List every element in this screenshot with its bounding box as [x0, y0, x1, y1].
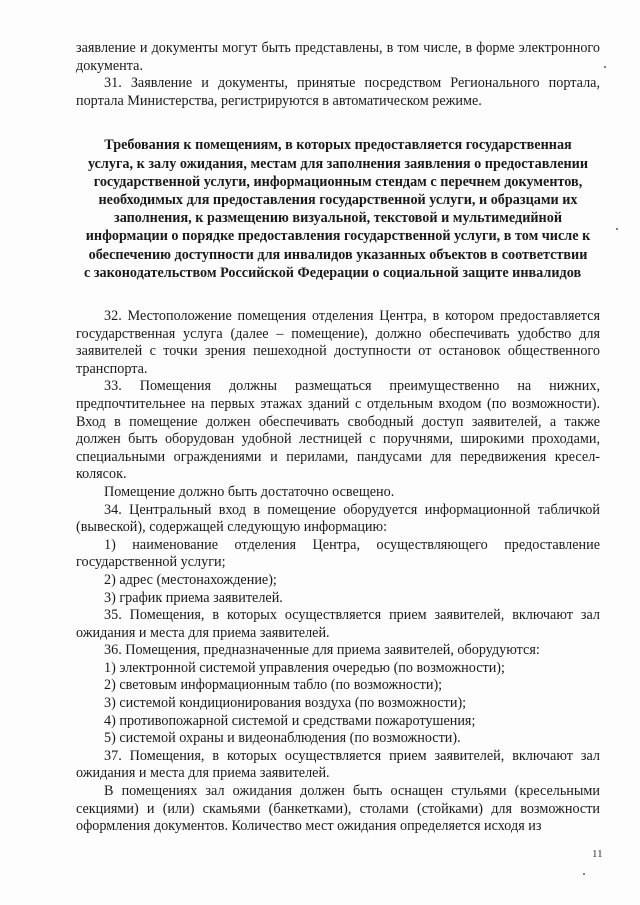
paragraph-37-waiting: В помещениях зал ожидания должен быть оснащен стульями (кресельными секциями) и (или) скамьями (банкетками), столами (стойками) для возможности оформления документов. Количество мест ожидания определяется исходя из	[76, 783, 600, 835]
paragraph-35: 35. Помещения, в которых осуществляется прием заявителей, включают зал ожидания и места для приема заявителей.	[76, 607, 600, 641]
paragraph-34: 34. Центральный вход в помещение оборудуется информационной табличкой (вывеской), содержащей следующую информацию:	[76, 501, 600, 536]
paragraph-33: 33. Помещения должны размещаться преимущественно на нижних, предпочтительнее на первых этажах зданий с отдельным входом (по возможности). Вход в помещение должен обеспечивать свободный доступ заявителей, а также должен быть оборудован удобной лестницей с поручнями, широкими проходами, специальными ограждениями и перилами, пандусами для передвижения кресел-колясок.	[76, 378, 600, 483]
paragraph-37: 37. Помещения, в которых осуществляется прием заявителей, включают зал ожидания и места для приема заявителей.	[76, 747, 600, 782]
paragraph-31: 31. Заявление и документы, принятые посредством Регионального портала, портала Министерства, регистрируются в автоматическом режиме.	[76, 75, 600, 109]
list-item-36-2: 2) световым информационным табло (по возможности);	[104, 677, 443, 694]
paragraph-32: 32. Местоположение помещения отделения Центра, в котором предоставляется государственная услуга (далее – помещение), должно обеспечивать удобство для заявителей с точки зрения пешеходной доступности от остановок общественного транспорта.	[76, 308, 600, 377]
scan-speck	[604, 66, 606, 68]
scan-speck	[616, 228, 618, 230]
list-item-34-1: 1) наименование отделения Центра, осуществляющего предоставление государственной услуги;	[76, 536, 600, 571]
list-item-34-2: 2) адрес (местонахождение);	[104, 571, 277, 588]
list-item-36-5: 5) системой охраны и видеонаблюдения (по возможности).	[104, 730, 461, 747]
paragraph-33-lighting: Помещение должно быть достаточно освещено.	[104, 483, 395, 500]
document-body	[76, 40, 600, 836]
list-item-36-4: 4) противопожарной системой и средствами пожаротушения;	[104, 712, 476, 729]
list-item-36-3: 3) системой кондиционирования воздуха (по возможности);	[104, 695, 467, 712]
list-item-36-1: 1) электронной системой управления очередью (по возможности);	[104, 659, 505, 676]
paragraph-36: 36. Помещения, предназначенные для приема заявителей, оборудуются:	[104, 642, 540, 659]
page-number: 11	[592, 848, 603, 860]
paragraph-continuation: заявление и документы могут быть представлены, в том числе, в форме электронного документа.	[76, 40, 600, 74]
list-item-34-3: 3) график приема заявителей.	[104, 589, 283, 606]
section-heading: Требования к помещениям, в которых предоставляется государственная услуга, к залу ожидания, местам для заполнения заявления о предоставлении государственной услуги, информационным стендам с перечнем документов, необходимых для предоставления государственной услуги, и образцами их заполнения, к размещению визуальной, текстовой и мультимедийной информации о порядке предоставления государственной услуги, в том числе к обеспечению доступности для инвалидов указанных объектов в соответствии с законодательством Российской Федерации о социальной защите инвалидов	[84, 137, 591, 281]
scan-speck	[583, 873, 585, 875]
